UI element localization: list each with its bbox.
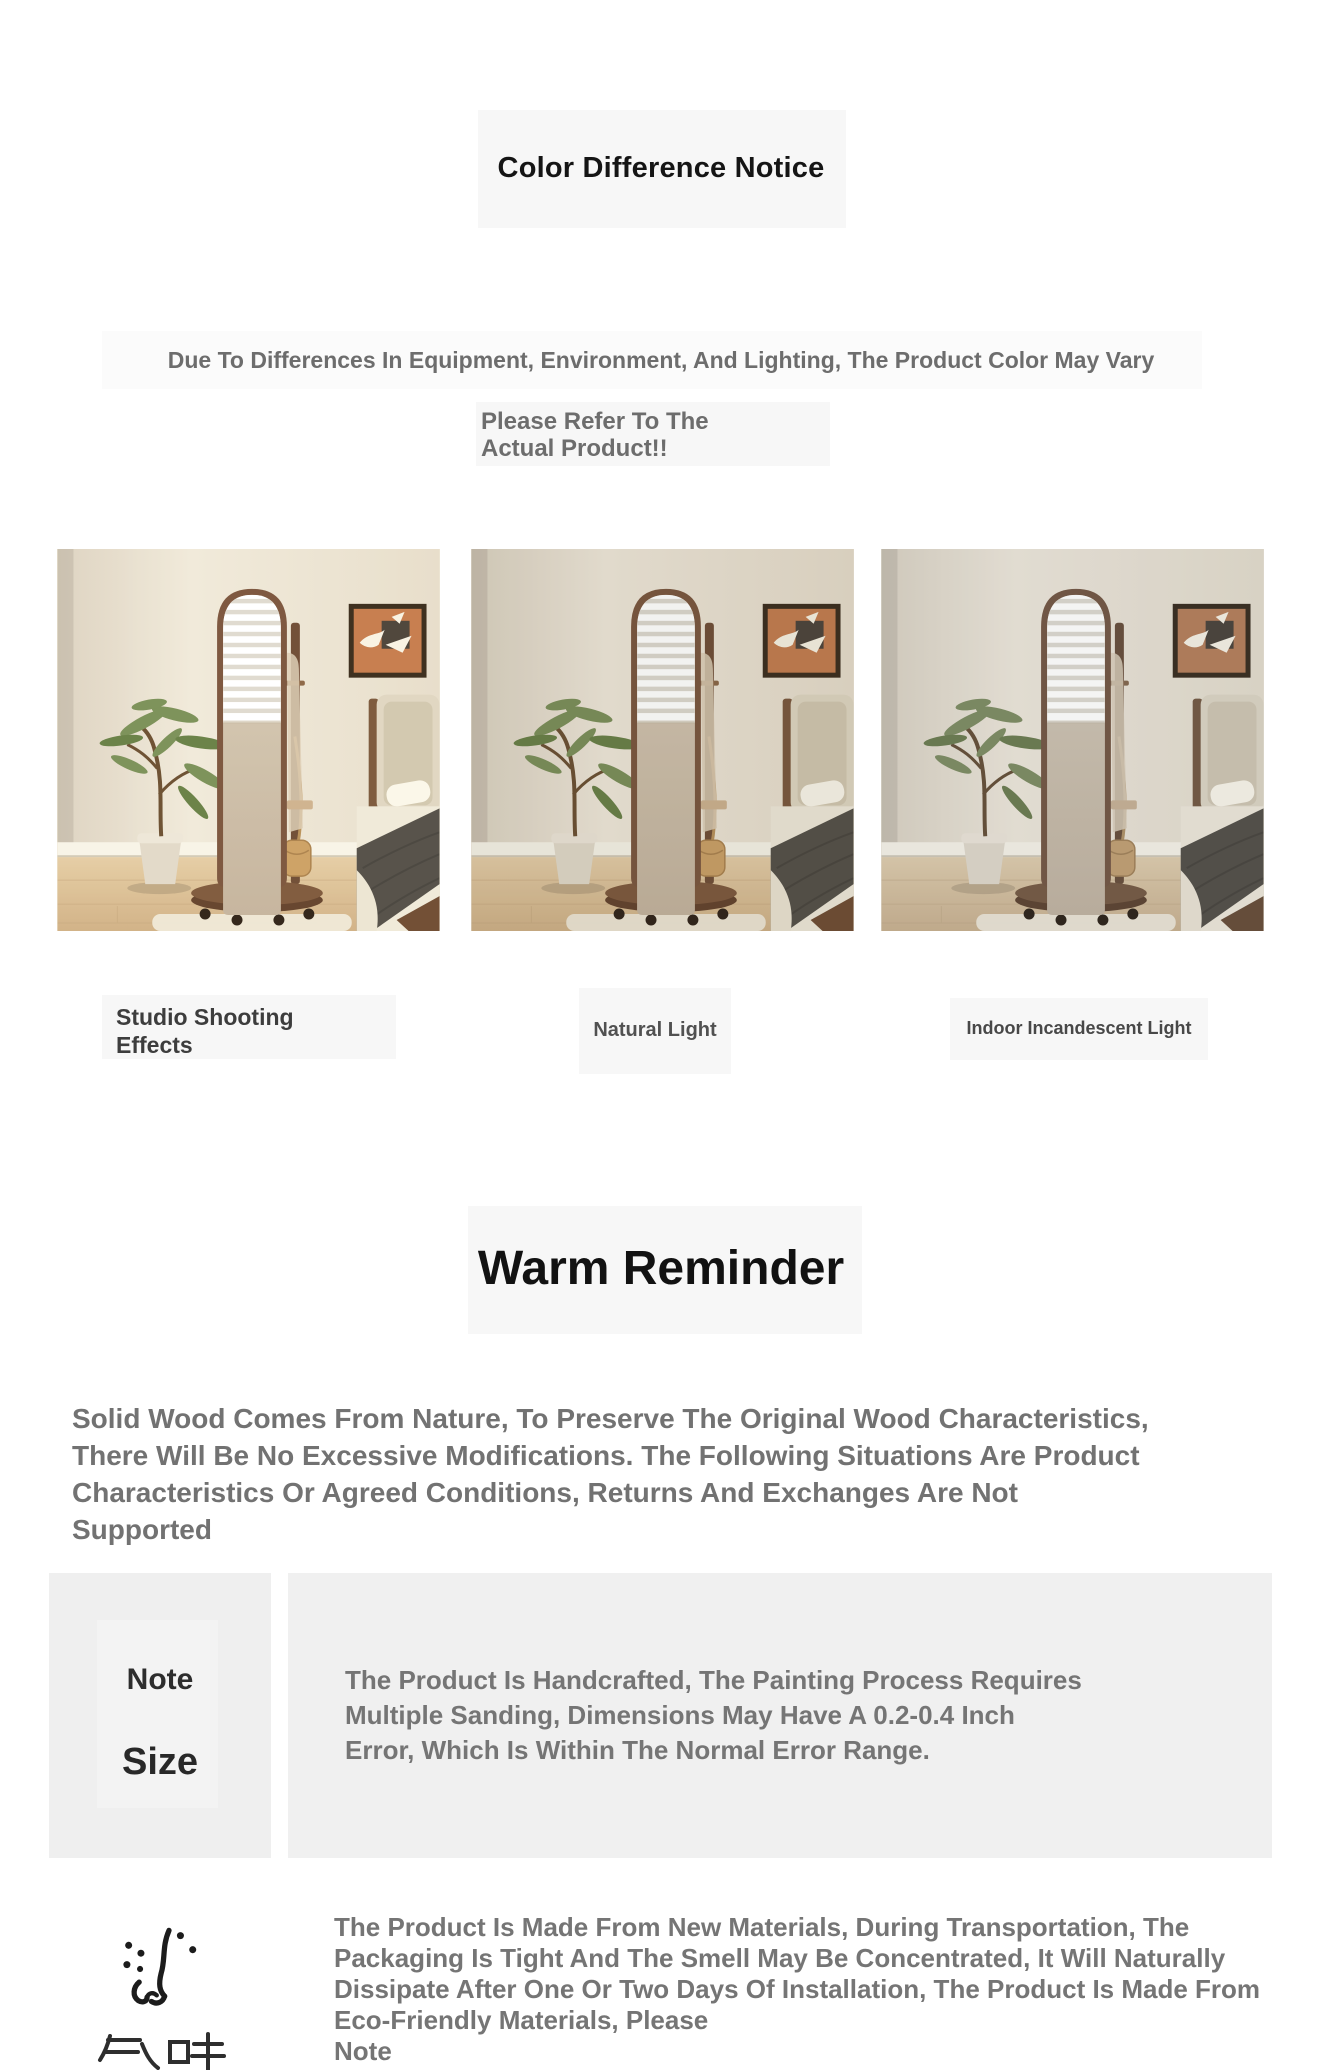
refer-to-actual-product-note: Please Refer To The Actual Product!! <box>481 408 709 462</box>
product-photo-incandescent <box>881 549 1264 931</box>
warm-reminder-intro: Solid Wood Comes From Nature, To Preserve The Original Wood Characteristics, There Will Be No Excessive Modifications. The Following Situations Are Product Characteristics Or Agreed Conditions, Returns And Exchanges Are Not Supported <box>72 1403 1149 1545</box>
note-size-text-cell <box>288 1573 1272 1858</box>
smell-dissipation-text: The Product Is Made From New Materials, During Transportation, The Packaging Is Tight And The Smell May Be Concentrated, It Will Naturally Dissipate After One Or Two Days Of Installation, The Product Is Made From Eco-Friendly Materials, Please Note <box>334 1912 1261 2066</box>
photo-caption-natural: Natural Light <box>593 1019 717 1041</box>
note-label: Note <box>126 1663 194 1696</box>
product-photo-studio <box>57 549 440 931</box>
color-difference-title: Color Difference Notice <box>497 152 825 184</box>
photo-caption-incandescent: Indoor Incandescent Light <box>966 1018 1192 1038</box>
dimension-tolerance-text: The Product Is Handcrafted, The Painting Process Requires Multiple Sanding, Dimensions May Have A 0.2-0.4 Inch Error, Which Is Within The Normal Error Range. <box>345 1665 1082 1765</box>
size-label: Size <box>121 1741 199 1783</box>
bedroom-scene-illustration <box>57 549 440 931</box>
smell-caption-cjk <box>96 2030 226 2070</box>
color-variance-subtitle: Due To Differences In Equipment, Environment, And Lighting, The Product Color May Vary <box>167 347 1155 373</box>
smell-nose-icon <box>118 1926 206 2012</box>
warm-reminder-title: Warm Reminder <box>477 1242 845 1295</box>
note-size-label-cell <box>49 1573 271 1858</box>
photo-caption-studio: Studio Shooting Effects <box>116 1004 294 1058</box>
bedroom-scene-illustration <box>471 549 854 931</box>
bedroom-scene-illustration <box>881 549 1264 931</box>
product-photo-natural <box>471 549 854 931</box>
